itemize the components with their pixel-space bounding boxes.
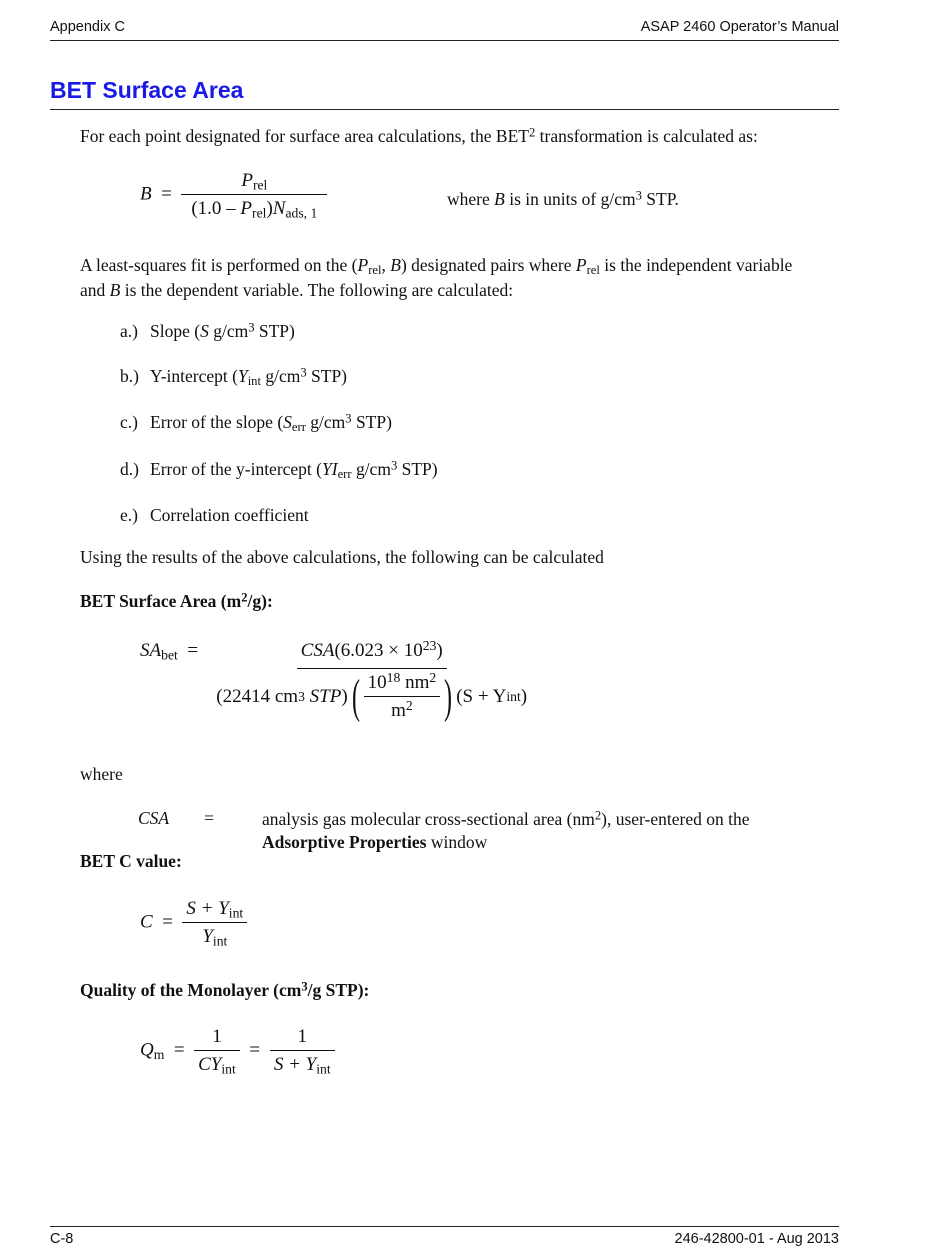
sub: rel bbox=[368, 263, 382, 278]
equation-b bbox=[140, 170, 327, 220]
document-id: 246-42800-01 - Aug 2013 bbox=[674, 1231, 839, 1247]
q-heading bbox=[80, 980, 369, 1001]
sup: 3 bbox=[635, 188, 642, 203]
text: and bbox=[80, 280, 110, 300]
text: Error of the slope ( bbox=[150, 412, 284, 432]
list-marker: d.) bbox=[120, 459, 139, 479]
text: where bbox=[447, 189, 495, 209]
where-label: where bbox=[80, 764, 123, 784]
header-section: Appendix C bbox=[50, 19, 125, 35]
text: ) bbox=[341, 686, 348, 707]
sup: 2 bbox=[429, 669, 437, 685]
sub: rel bbox=[252, 177, 268, 193]
equation-c bbox=[140, 898, 247, 948]
fraction bbox=[182, 898, 247, 948]
list-marker: b.) bbox=[120, 366, 139, 386]
sup: 2 bbox=[241, 590, 248, 605]
page-title: BET Surface Area bbox=[50, 77, 244, 103]
var: P bbox=[357, 255, 369, 275]
sa-heading bbox=[80, 591, 273, 612]
text: Y-intercept ( bbox=[150, 366, 238, 386]
var: B bbox=[109, 280, 121, 300]
text: (6.023 × 10 bbox=[334, 640, 423, 661]
text: STP. bbox=[641, 189, 679, 209]
text: Correlation coefficient bbox=[150, 505, 309, 525]
equals: = bbox=[187, 640, 199, 661]
header-rule bbox=[50, 40, 839, 41]
header-manual-title: ASAP 2460 Operator’s Manual bbox=[640, 19, 839, 35]
sub: m bbox=[153, 1046, 165, 1062]
var: S + Y bbox=[273, 1054, 317, 1075]
var: S + Y bbox=[186, 898, 229, 919]
list-item bbox=[120, 321, 295, 342]
var: S bbox=[200, 321, 209, 341]
var: P bbox=[575, 255, 587, 275]
right-paren: ) bbox=[444, 670, 453, 723]
window-name: Adsorptive Properties bbox=[262, 832, 427, 852]
text: STP) bbox=[254, 321, 295, 341]
sub: err bbox=[337, 467, 352, 482]
fraction bbox=[194, 1026, 240, 1076]
text: is in units of g/cm bbox=[504, 189, 636, 209]
var: P bbox=[240, 198, 253, 219]
footnote-ref: 2 bbox=[528, 125, 536, 140]
fraction bbox=[270, 1026, 336, 1076]
equals: = bbox=[173, 1039, 185, 1061]
text: window bbox=[426, 832, 488, 852]
list-marker: c.) bbox=[120, 412, 138, 432]
text: 1 bbox=[297, 1026, 307, 1047]
var: Y bbox=[237, 366, 248, 386]
var: B bbox=[494, 189, 505, 209]
csa-equals: = bbox=[204, 808, 214, 828]
var: YI bbox=[322, 459, 338, 479]
text: g/cm bbox=[208, 321, 249, 341]
text: ) bbox=[520, 686, 528, 707]
var: STP bbox=[309, 686, 342, 707]
sub: int bbox=[228, 905, 244, 921]
equals: = bbox=[249, 1039, 260, 1061]
sub: rel bbox=[252, 205, 267, 221]
sup: 23 bbox=[422, 637, 437, 653]
list-marker: e.) bbox=[120, 505, 138, 525]
text: is the dependent variable. The following are calculated: bbox=[120, 280, 514, 300]
sup: 3 bbox=[345, 411, 352, 426]
text: 10 bbox=[367, 672, 387, 693]
equals: = bbox=[161, 183, 172, 205]
intro-paragraph bbox=[80, 126, 758, 147]
text: Quality of the Monolayer (cm bbox=[80, 980, 302, 1000]
title-rule bbox=[50, 109, 839, 110]
inner-fraction bbox=[364, 669, 441, 722]
fraction bbox=[181, 170, 327, 220]
sub: rel bbox=[586, 263, 600, 278]
text: , bbox=[381, 255, 391, 275]
text: BET Surface Area (m bbox=[80, 591, 242, 611]
sup: 3 bbox=[248, 320, 255, 335]
footer-rule bbox=[50, 1226, 839, 1227]
list-item bbox=[120, 459, 438, 480]
var: B bbox=[390, 255, 401, 275]
text: Error of the y-intercept ( bbox=[150, 459, 323, 479]
text: Slope ( bbox=[150, 321, 201, 341]
sub: int bbox=[212, 933, 228, 949]
sup: 3 bbox=[300, 365, 307, 380]
text: ) bbox=[266, 198, 273, 219]
csa-definition bbox=[262, 808, 750, 854]
text: For each point designated for surface area calculations, the BET bbox=[80, 126, 529, 146]
list-marker: a.) bbox=[120, 321, 138, 341]
var: N bbox=[272, 198, 286, 219]
equation-b-note bbox=[447, 189, 679, 210]
text: analysis gas molecular cross-sectional area (nm bbox=[262, 809, 595, 829]
sup: 2 bbox=[594, 808, 602, 823]
var: CSA bbox=[300, 640, 335, 661]
text: 1 bbox=[212, 1026, 222, 1047]
text: transformation is calculated as: bbox=[535, 126, 758, 146]
sub: int bbox=[247, 374, 261, 389]
text: STP) bbox=[397, 459, 438, 479]
text: /g): bbox=[247, 591, 273, 611]
csa-term: CSA bbox=[138, 808, 170, 828]
text: m bbox=[391, 700, 406, 721]
text: STP) bbox=[351, 412, 392, 432]
list-item bbox=[120, 505, 309, 526]
list-item bbox=[120, 412, 392, 433]
sub: bet bbox=[161, 647, 178, 663]
text: (1.0 – bbox=[191, 198, 241, 219]
text: g/cm bbox=[260, 366, 301, 386]
using-paragraph: Using the results of the above calculations, the following can be calculated bbox=[80, 547, 604, 567]
equation-q bbox=[140, 1026, 335, 1076]
sub: ads, 1 bbox=[285, 205, 318, 221]
text: (S + Y bbox=[456, 686, 507, 707]
left-paren: ( bbox=[351, 670, 360, 723]
sup: 2 bbox=[405, 697, 413, 713]
var: B bbox=[140, 183, 152, 205]
sub: int bbox=[316, 1061, 331, 1077]
text: (22414 cm bbox=[216, 686, 299, 707]
sub: int bbox=[221, 1061, 236, 1077]
equation-sa bbox=[140, 637, 531, 723]
text: STP) bbox=[306, 366, 348, 386]
var: Q bbox=[140, 1039, 154, 1061]
var: SA bbox=[140, 640, 162, 661]
var: C bbox=[140, 911, 153, 933]
text: g/cm bbox=[351, 459, 391, 479]
list-item bbox=[120, 366, 347, 387]
fraction: $CSA(6.023 \times 10^{23})$ (22414 cm 3 STP ) ( $\frac{10^{18} nm^2}{m^2}$ ) (S + Y int ) bbox=[216, 637, 528, 723]
text: /g STP): bbox=[307, 980, 370, 1000]
sup: 3 bbox=[301, 979, 308, 994]
sup: 3 bbox=[390, 458, 398, 473]
var: P bbox=[241, 170, 253, 191]
c-heading: BET C value: bbox=[80, 851, 182, 871]
var: Y bbox=[202, 926, 213, 947]
text: ) designated pairs where bbox=[400, 255, 576, 275]
var: CY bbox=[198, 1054, 222, 1075]
sup: 18 bbox=[386, 669, 401, 685]
text: ), user-entered on the bbox=[601, 809, 750, 829]
text: A least-squares fit is performed on the ( bbox=[80, 255, 358, 275]
sub: err bbox=[291, 420, 306, 435]
text: nm bbox=[400, 672, 430, 693]
page-number: C-8 bbox=[50, 1231, 74, 1247]
var: S bbox=[283, 412, 292, 432]
text: ) bbox=[436, 640, 443, 661]
equals: = bbox=[162, 911, 173, 933]
text: g/cm bbox=[305, 412, 346, 432]
text: is the independent variable bbox=[599, 255, 793, 275]
fit-paragraph bbox=[80, 253, 792, 303]
